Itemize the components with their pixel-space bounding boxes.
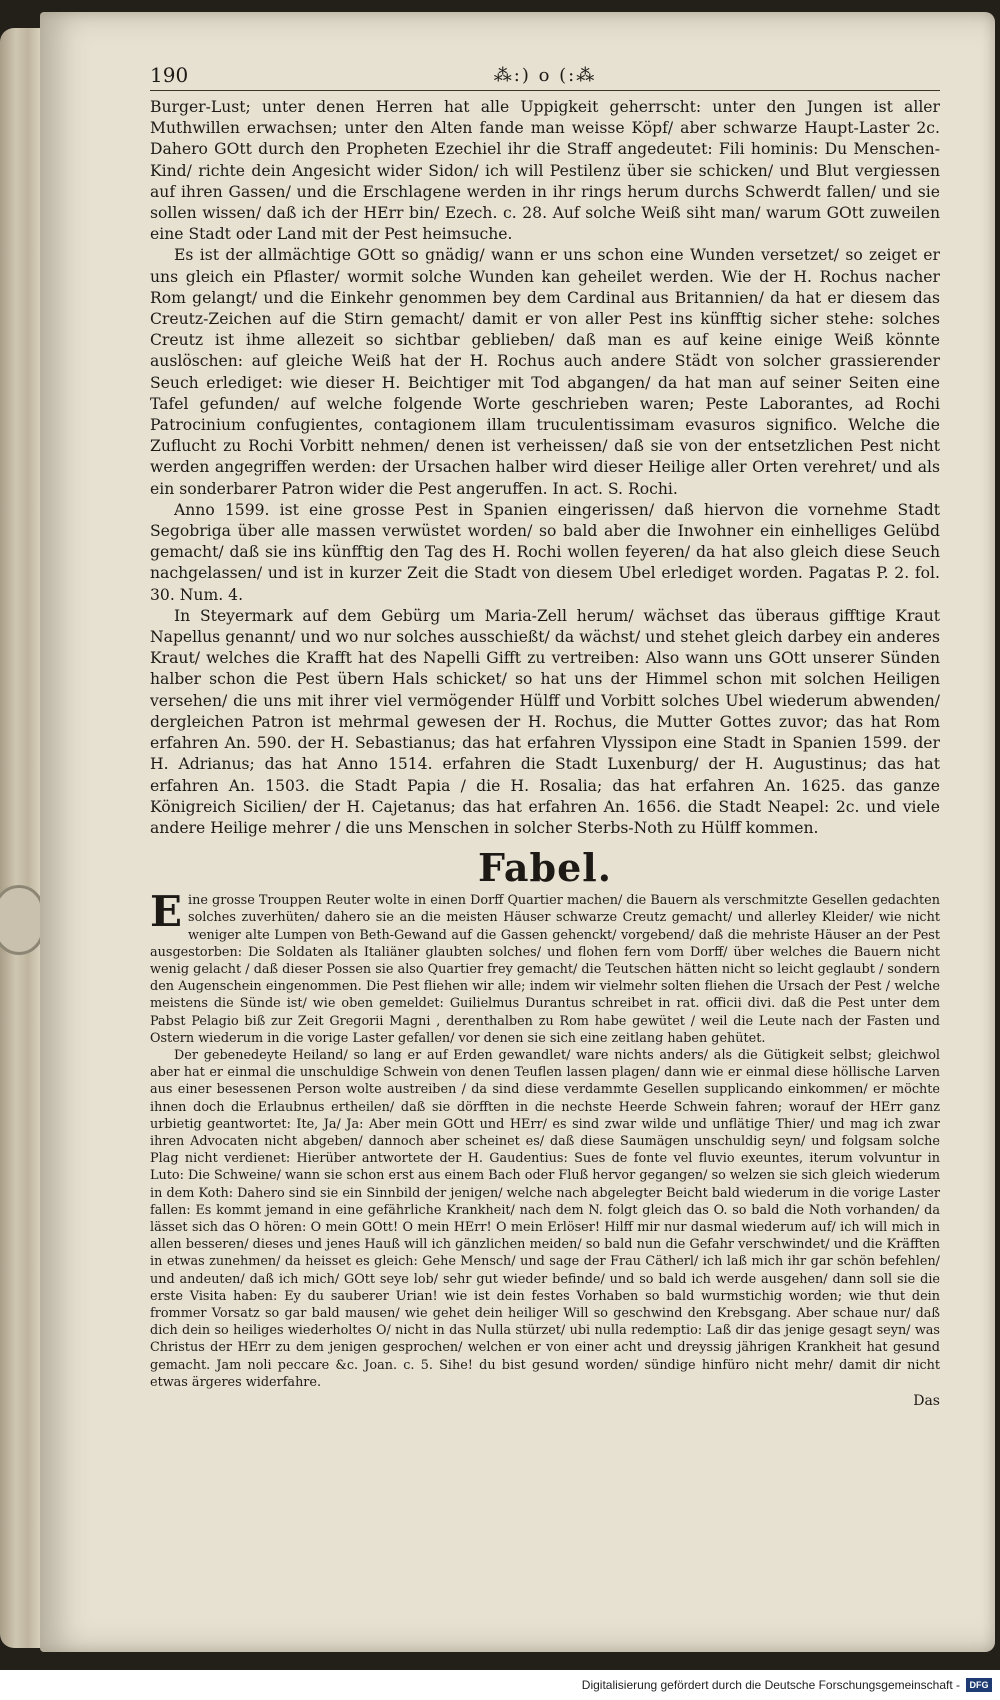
body-paragraph-3: Anno 1599. ist eine grosse Pest in Spanien eingerissen/ daß hiervon die vornehme Stadt Segobriga über alle massen verwüstet worden/ so bald aber die Inwohner ein einhelliges Gelübd gemacht/ daß sie ins künfftig den Tag des H. Rochi wollen feyeren/ da hat also gleich diese Seuch nachgelassen/ und ist in kurzer Zeit die Stadt von diesem Ubel erlediget worden. Pagatas P. 2. fol. 30. Num. 4. <box>150 500 940 604</box>
page-header <box>150 60 940 91</box>
body-paragraph-2: Es ist der allmächtige GOtt so gnädig/ wann er uns schon eine Wunden versetzet/ so zeiget er uns gleich ein Pflaster/ wormit solche Wunden kan geheilet werden. Wie der H. Rochus nacher Rom gelangt/ und die Einkehr genommen bey dem Cardinal aus Britannien/ da hat er diesem das Creutz-Zeichen auf die Stirn gemacht/ damit er von aller Pest ins künfftig sicher stehe: solches Creutz ist ihme allezeit so sichtbar geblieben/ daß man es auf keine einige Weiß könnte auslöschen: auf gleiche Weiß hat der H. Rochus auch andere Städt von solcher grassierender Seuch erlediget: wie dieser H. Beichtiger mit Tod abgangen/ da hat man auf seiner Seiten eine Tafel gefunden/ auf welche folgende Worte geschrieben waren; Peste Laborantes, ad Rochi Patrocinium confugientes, contagionem illam truculentissimam evasuros significo. Welche die Zuflucht zu Rochi Vorbitt nehmen/ denen ist verheissen/ daß sie von der entsetzlichen Pest nicht werden angegriffen werden: der Ursachen halber wird dieser Heilige aller Orten verehret/ und als ein sonderbarer Patron wider die Pest angeruffen. In act. S. Rochi. <box>150 246 940 498</box>
fabel-paragraph-1 <box>150 887 940 1047</box>
footer-text: Digitalisierung gefördert durch die Deutsche Forschungsgemeinschaft - <box>581 1678 960 1692</box>
drop-initial: E <box>150 887 183 937</box>
header-ornament: ⁂:) o (:⁂ <box>493 64 597 86</box>
funding-footer <box>0 1670 1000 1700</box>
fabel-heading: Fabel. <box>478 845 612 891</box>
book-page-edges <box>0 28 40 1648</box>
page-number: 190 <box>150 63 189 87</box>
body-paragraph-1: Burger-Lust; unter denen Herren hat alle Uppigkeit geherrscht: unter den Jungen ist aller Muthwillen erwachsen; unter den Alten fande man weisse Köpf/ aber schwarze Haupt-Laster 2c. Dahero GOtt durch den Propheten Ezechiel ihr die Straff angedeutet: Fili hominis: Du Menschen-Kind/ richte dein Angesicht wider Sidon/ ich will Pestilenz über sie schicken/ und Blut vergiessen auf ihren Gassen/ und die Erschlagene werden in ihr rings herum durchs Schwerdt fallen/ und sie sollen wissen/ daß ich der HErr bin/ Ezech. c. 28. Auf solche Weiß siht man/ warum GOtt zuweilen eine Stadt oder Land mit der Pest heimsuche. <box>150 98 940 244</box>
book-clasp <box>0 885 44 955</box>
fabel-paragraph-1-text: ine grosse Trouppen Reuter wolte in einen Dorff Quartier machen/ die Bauern als verschmitzte Gesellen gedachten solches zuverhüten/ dahero sie an die meisten Häuser schwarze Creutz gemacht/ und allerley Kleider/ wie nicht weniger alte Lumpen von Beth-Gewand auf die Gassen gehenckt/ vorgebend/ daß die mehriste Häuser an der Pest ausgestorben: Die Soldaten als Italiäner glaubten solches/ und flohen fern vom Dorff/ über welches die Bauern nicht wenig gelacht / daß dieser Possen sie also Quartier frey gemacht/ die Teutschen hätten nicht so leicht geglaubt / sondern den Augenschein eingenommen. Die Pest fliehen wir alle; indem wir vielmehr solten fliehen die Ursach der Pest / welche meistens die Sünde ist/ wie oben gemeldet: Guilielmus Durantus schreibet in rat. officii divi. daß die Pest unter dem Pabst Pelagio biß zur Zeit Gregorii Magni , derenthalben zu Rom habe gewütet / weil die Leute nach der Fasten und Ostern wiederum in die vorige Laster gefallen/ vor denen sie sich eine zeitlang haben gehütet. <box>150 893 940 1046</box>
book-page <box>40 12 995 1652</box>
body-paragraph-4: In Steyermark auf dem Gebürg um Maria-Zell herum/ wächset das überaus gifftige Kraut Napellus genannt/ und wo nur solches ausschießt/ da wächst/ und stehet gleich darbey ein anderes Kraut/ welches die Krafft hat des Napelli Gifft zu vertreiben: Also wann uns GOtt unserer Sünden halber schon die Pest übern Hals schicket/ so hat uns der Himmel schon mit solchen Heiligen versehen/ die uns mit ihrer viel vermögender Hülff und Vorbitt solches Ubel wiederum abwenden/ dergleichen Patron ist mehrmal gewesen der H. Rochus, die Mutter Gottes zuvor; das hat Rom erfahren An. 590. der H. Sebastianus; das hat erfahren Vlyssipon eine Stadt in Spanien 1599. der H. Adrianus; das hat Anno 1514. erfahren die Stadt Luxenburg/ der H. Augustinus; das hat erfahren An. 1503. die Stadt Papia / die H. Rosalia; das hat erfahren An. 1625. das ganze Königreich Sicilien/ der H. Cajetanus; das hat erfahren An. 1656. die Stadt Neapel: 2c. und viele andere Heilige mehrer / die uns Menschen in solcher Sterbs-Noth zu Hülff kommen. <box>150 606 940 837</box>
fabel-paragraph-2: Der gebenedeyte Heiland/ so lang er auf Erden gewandlet/ ware nichts anders/ als die Gütigkeit selbst; gleichwol aber hat er einmal die unschuldige Schwein von denen Teuflen lassen plagen/ dann wie er einmal diese höllische Larven aus einer besessenen Person wolte austreiben / da sind diese verdammte Gesellen supplicando einkommen/ er möchte ihnen doch die Erlaubnus ertheilen/ daß sie dörfften in die nechste Heerde Schwein fahren; worauf der HErr ganz urbietig geantwortet: Ite, Ja/ Ja: Aber mein GOtt und HErr/ es sind zwar wilde und unflätige Thier/ und mag ich zwar ihren Advocaten nicht abgeben/ dannoch aber scheinet es/ daß diese Saumägen unschuldig seyn/ und folgsam solche Plag nicht verdienet: Hierüber antwortete der H. Gaudentius: Sues de fonte vel fluvio exeuntes, iterum volvuntur in Luto: Die Schweine/ wann sie schon erst aus einem Bach oder Fluß hervor gegangen/ so welzen sie sich gleich wiederum in dem Koth: Dahero sind sie ein Sinnbild der jenigen/ welche nach abgelegter Beicht bald wiederum in die vorige Laster fallen: Es kommt jemand in eine gefährliche Krankheit/ nach dem N. folgt gleich das O. so bald die Noth vorhanden/ da lässet sich das O hören: O mein GOtt! O mein HErr! O mein Erlöser! Hilff mir nur dasmal wiederum auf/ ich will mich in allen besseren/ dieses und jenes Hauß will ich gänzlichen meiden/ so bald nun die Gefahr verschwindet/ und die Kräfften in etwas zunehmen/ da heisset es gleich: Gehe Mensch/ und sage der Frau Cätherl/ ich laß mich ihr gar schön befehlen/ und andeuten/ daß ich mich/ GOtt seye lob/ sehr gut wieder befinde/ und so bald ich werde ausgehen/ dann soll sie die erste Visita haben: Ey du sauberer Urian! wie ist dein festes Vorhaben so bald wurmstichig worden; wie thut dein frommer Vorsatz so gar bald mausen/ wie gehet dein heiliger Will so geschwind den Krebsgang. Aber schaue nur/ daß dich dein so heiliges wiederholtes O/ nicht in das Nulla stürzet/ ubi nulla redemptio: Laß dir das jenige gesagt seyn/ was Christus der HErr zu dem jenigen gesprochen/ welchen er von einer acht und dreyssig jährigen Krankheit hat gesund gemacht. Jam noli peccare &c. Joan. c. 5. Sihe! du bist gesund worden/ sündige hinfüro nicht mehr/ damit dir nicht etwas ärgeres widerfahre. <box>150 1047 940 1390</box>
page-content <box>150 60 940 1409</box>
dfg-logo: DFG <box>966 1678 992 1692</box>
catchword: Das <box>913 1393 940 1409</box>
